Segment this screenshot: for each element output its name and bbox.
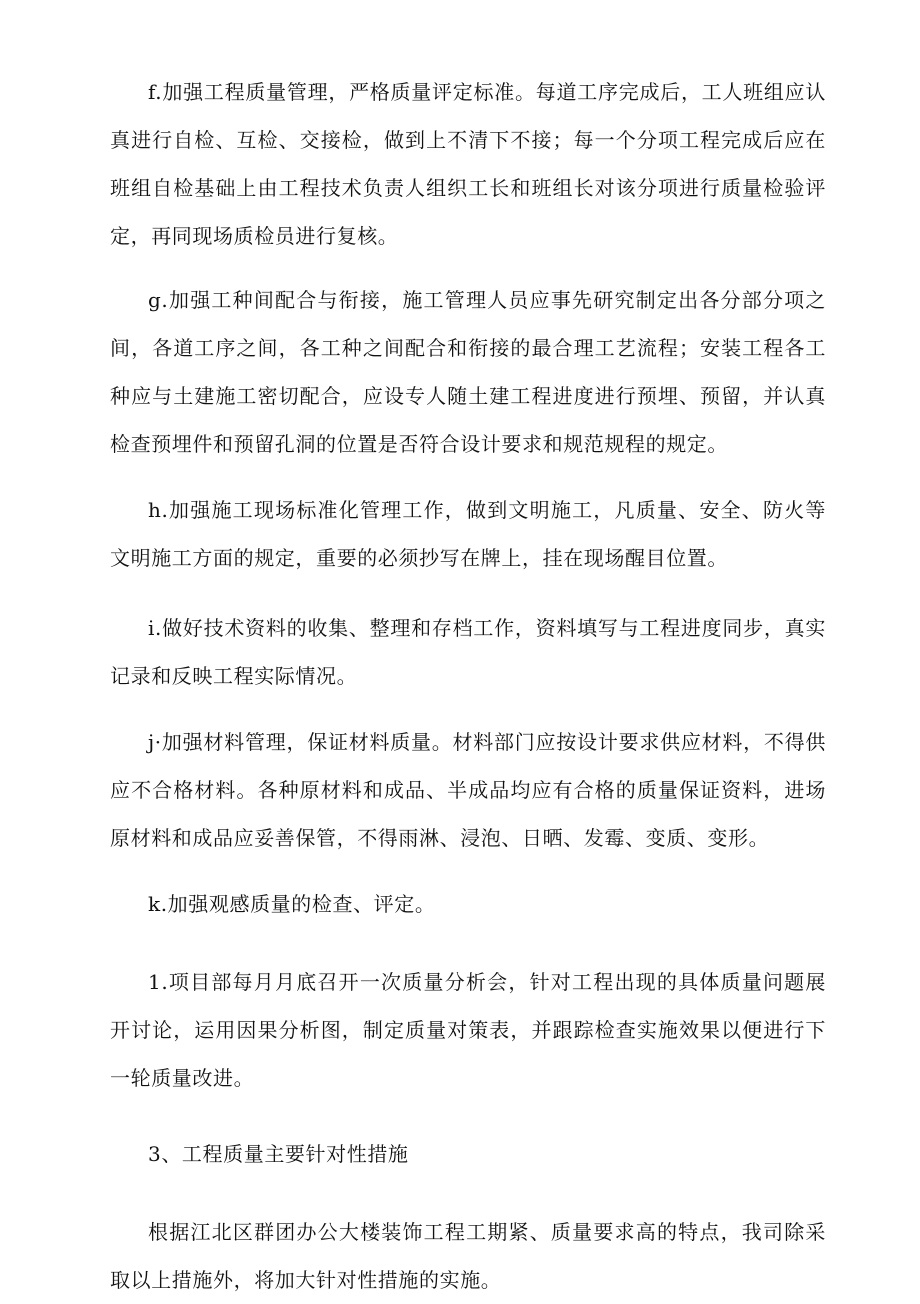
paragraph-project-specific-measures: 根据江北区群团办公大楼装饰工程工期紧、质量要求高的特点，我司除采取以上措施外，将加大针对性措施的实施。: [110, 1220, 826, 1292]
paragraph-j-material-management: j·加强材料管理，保证材料质量。材料部门应按设计要求供应材料，不得供应不合格材料。各种原材料和成品、半成品均应有合格的质量保证资料，进场原材料和成品应妥善保管，不得雨淋、浸泡、日晒、发霉、变质、变形。: [110, 730, 826, 850]
paragraph-l-monthly-analysis: 1.项目部每月月底召开一次质量分析会，针对工程出现的具体质量问题展开讨论，运用因果分析图，制定质量对策表，并跟踪检查实施效果以便进行下一轮质量改进。: [110, 970, 826, 1090]
section-heading-targeted-measures: 3、工程质量主要针对性措施: [148, 1142, 409, 1166]
paragraph-g-trade-coordination: g.加强工种间配合与衔接，施工管理人员应事先研究制定出各分部分项之间，各道工序之间，各工种之间配合和衔接的最合理工艺流程；安装工程各工种应与土建施工密切配合，应设专人随土建工程进度进行预埋、预留，并认真检查预埋件和预留孔洞的位置是否符合设计要求和规范规程的规定。: [110, 288, 826, 456]
document-body: [110, 68, 826, 1304]
paragraph-i-technical-records: i.做好技术资料的收集、整理和存档工作，资料填写与工程进度同步，真实记录和反映工程实际情况。: [110, 616, 826, 688]
paragraph-h-site-standardization: h.加强施工现场标准化管理工作，做到文明施工，凡质量、安全、防火等文明施工方面的规定，重要的必须抄写在牌上，挂在现场醒目位置。: [110, 498, 826, 570]
paragraph-k-appearance-quality: k.加强观感质量的检查、评定。: [148, 892, 436, 916]
paragraph-f-quality-management: f.加强工程质量管理，严格质量评定标准。每道工序完成后，工人班组应认真进行自检、互检、交接检，做到上不清下不接；每一个分项工程完成后应在班组自检基础上由工程技术负责人组织工长和班组长对该分项进行质量检验评定，再同现场质检员进行复核。: [110, 80, 826, 248]
